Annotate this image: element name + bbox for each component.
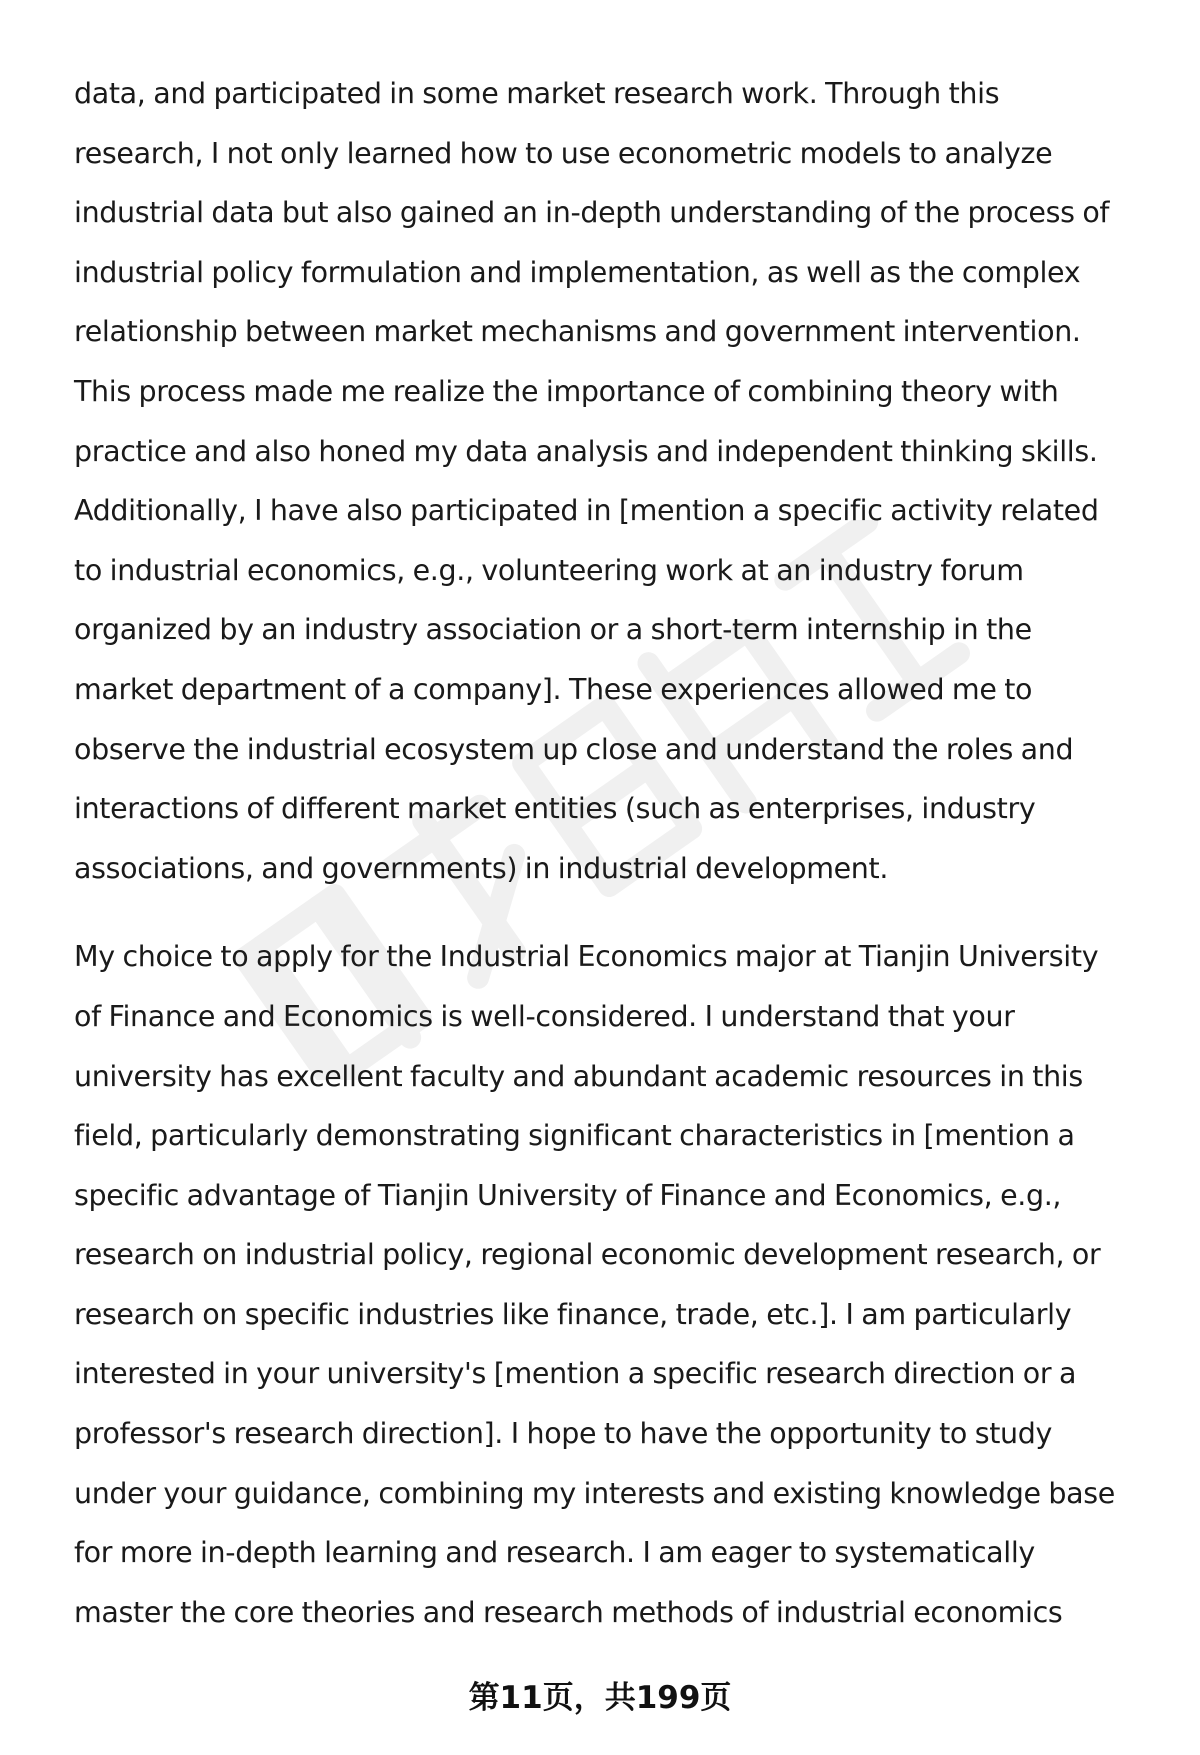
text-line: interactions of different market entities (such as enterprises, industry (74, 792, 1036, 826)
text-line: field, particularly demonstrating significant characteristics in [mention a (74, 1119, 1075, 1153)
text-line: under your guidance, combining my interests and existing knowledge base (74, 1476, 1115, 1510)
text-line: market department of a company]. These experiences allowed me to (74, 672, 1033, 706)
text-line: practice and also honed my data analysis and independent thinking skills. (74, 434, 1098, 468)
text-line: interested in your university's [mention a specific research direction or a (74, 1357, 1077, 1391)
paragraph-1 (74, 64, 1154, 898)
text-line: This process made me realize the importance of combining theory with (74, 374, 1059, 408)
text-line: industrial data but also gained an in-depth understanding of the process of (74, 196, 1110, 230)
text-line: professor's research direction]. I hope to have the opportunity to study (74, 1417, 1053, 1451)
text-line: for more in-depth learning and research. I am eager to systematically (74, 1536, 1035, 1570)
text-line: organized by an industry association or a short-term internship in the (74, 613, 1032, 647)
text-line: observe the industrial ecosystem up close and understand the roles and (74, 732, 1074, 766)
text-line: relationship between market mechanisms and government intervention. (74, 315, 1081, 349)
page-number: 第11页，共199页 (468, 1680, 732, 1716)
text-line: industrial policy formulation and implementation, as well as the complex (74, 255, 1081, 289)
text-line: research, I not only learned how to use econometric models to analyze (74, 136, 1053, 170)
document-body (74, 64, 1154, 1642)
paragraph-2 (74, 927, 1154, 1642)
text-line: Additionally, I have also participated in [mention a specific activity related (74, 494, 1099, 528)
text-line: to industrial economics, e.g., volunteering work at an industry forum (74, 553, 1024, 587)
text-line: My choice to apply for the Industrial Economics major at Tianjin University (74, 940, 1099, 974)
text-line: of Finance and Economics is well-considered. I understand that your (74, 999, 1015, 1033)
text-line: research on industrial policy, regional economic development research, or (74, 1238, 1101, 1272)
text-line: university has excellent faculty and abundant academic resources in this (74, 1059, 1083, 1093)
text-line: specific advantage of Tianjin University of Finance and Economics, e.g., (74, 1178, 1062, 1212)
text-line: master the core theories and research methods of industrial economics (74, 1595, 1063, 1629)
text-line: research on specific industries like finance, trade, etc.]. I am particularly (74, 1297, 1072, 1331)
text-line: data, and participated in some market research work. Through this (74, 77, 1000, 110)
text-line: associations, and governments) in industrial development. (74, 851, 889, 885)
